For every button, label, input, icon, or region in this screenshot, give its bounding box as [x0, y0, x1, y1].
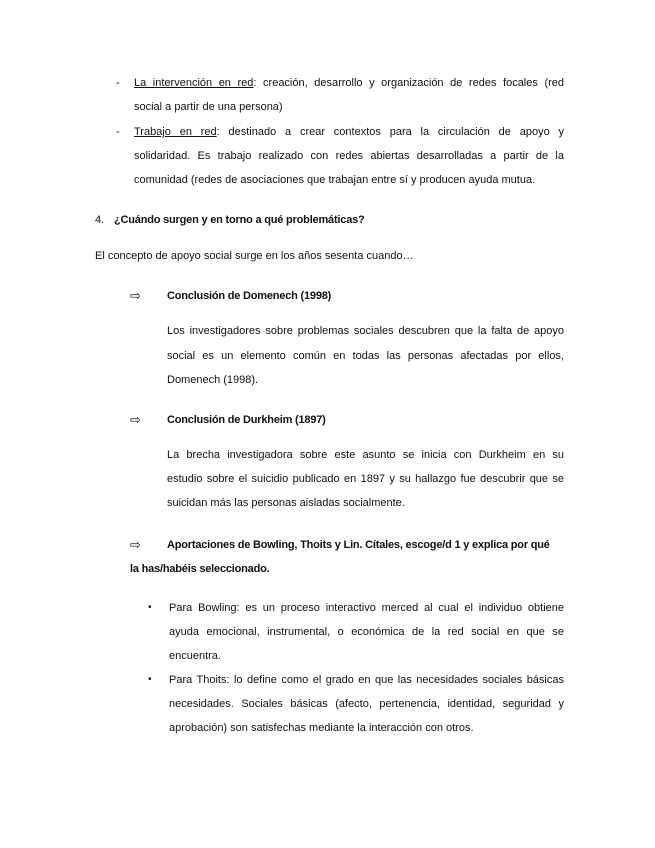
question-heading: ¿Cuándo surgen y en torno a qué problemáticas? [114, 214, 365, 226]
intro-paragraph: El concepto de apoyo social surge en los años sesenta cuando… [95, 250, 414, 262]
durkheim-line-3: suicidan más las personas aisladas socialmente. [167, 497, 405, 509]
dash-item-2-line-3: comunidad (redes de asociaciones que trabajan entre sí y producen ayuda mutua. [134, 174, 536, 186]
conclusion-durkheim-title: Conclusión de Durkheim (1897) [167, 414, 326, 426]
aportaciones-heading-line-2: la has/habéis seleccionado. [130, 563, 270, 575]
dash-item-1-text: : creación, desarrollo y organización de redes focales (red [253, 77, 565, 89]
dash-item-1-line-1 [134, 76, 564, 90]
thoits-line-1: Para Thoits: lo define como el grado en que las necesidades sociales básicas [169, 674, 564, 686]
question-number: 4. [95, 214, 105, 226]
thoits-line-2: necesidades. Sociales básicas (afecto, pertenencia, identidad, seguridad y [169, 698, 564, 710]
durkheim-line-2: estudio sobre el suicidio publicado en 1897 y su hallazgo fue descubrir que se [167, 473, 564, 485]
domenech-line-1: Los investigadores sobre problemas sociales descubren que la falta de apoyo [167, 325, 564, 337]
arrow-icon: ⇨ [130, 288, 141, 303]
conclusion-domenech-title: Conclusión de Domenech (1998) [167, 290, 332, 302]
arrow-icon: ⇨ [130, 412, 141, 427]
domenech-line-2: social es un elemento común en todas las personas afectadas por ellos, [167, 350, 564, 362]
aportaciones-heading-line-1: Aportaciones de Bowling, Thoits y Lin. Cítales, escoge/d 1 y explica por qué [167, 539, 550, 551]
dash-item-1-line-2: social a partir de una persona) [134, 101, 283, 113]
term-intervencion-en-red: La intervención en red [134, 77, 254, 89]
bowling-line-3: encuentra. [169, 650, 221, 662]
durkheim-line-1: La brecha investigadora sobre este asunto se inicia con Durkheim en su [167, 449, 564, 461]
domenech-line-3: Domenech (1998). [167, 374, 259, 386]
dash-marker: - [116, 77, 120, 89]
bowling-line-2: ayuda emocional, instrumental, o económica de la red social en que se [169, 626, 564, 638]
dash-item-2-line-1 [134, 125, 564, 139]
dash-marker: - [116, 126, 120, 138]
term-trabajo-en-red: Trabajo en red [134, 126, 217, 138]
bullet-icon: • [148, 674, 152, 685]
thoits-line-3: aprobación) son satisfechas mediante la interacción con otros. [169, 722, 474, 734]
arrow-icon: ⇨ [130, 537, 141, 552]
bullet-icon: • [148, 602, 152, 613]
dash-item-2-line-2: solidaridad. Es trabajo realizado con redes abiertas desarrolladas a partir de la [134, 150, 564, 162]
dash-item-2-text: : destinado a crear contextos para la circulación de apoyo y [216, 126, 564, 138]
bowling-line-1: Para Bowling: es un proceso interactivo merced al cual el individuo obtiene [169, 602, 564, 614]
